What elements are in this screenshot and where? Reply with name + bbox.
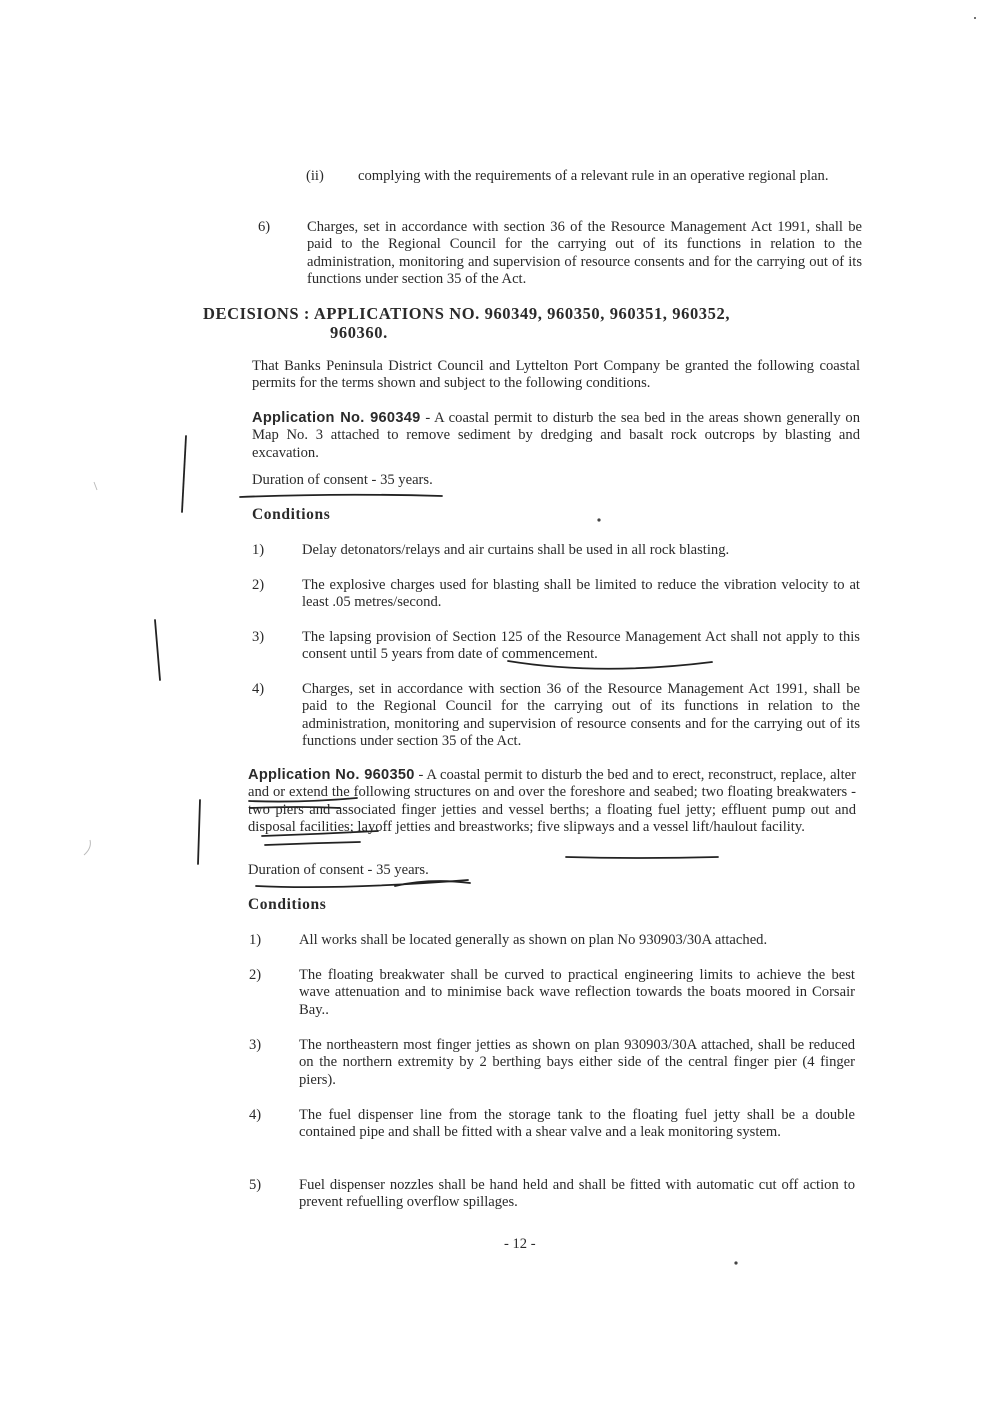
underline-mark [566,857,718,858]
condition-marker: 4) [252,681,265,697]
condition-text: The northeastern most finger jetties as shown on plan 930903/30A attached, shall be reduced on the northern extremity by 2 berthing bays either side of the central finger pier (4 finger piers). [299,1037,855,1088]
condition-text: The fuel dispenser line from the storage tank to the floating fuel jetty shall be a double contained pipe and shall be fitted with a shear valve and a leak monitoring system. [299,1107,855,1141]
condition-marker: 3) [249,1037,262,1053]
list-marker: (ii) [306,168,324,184]
scan-mark [94,482,97,490]
duration-of-consent: Duration of consent - 35 years. [252,472,433,488]
margin-mark [182,436,186,512]
condition-marker: 1) [252,542,265,558]
underline-mark [395,881,470,886]
underline-mark [256,880,468,887]
ink-dot [734,1261,737,1264]
page-number: - 12 - [504,1236,536,1252]
condition-text: The floating breakwater shall be curved to practical engineering limits to achieve the best wave attenuation and to minimise back wave reflection towards the boats moored in Corsair Bay.. [299,967,855,1018]
condition-marker: 3) [252,629,265,645]
application-description: - A coastal permit to disturb the bed and to erect, reconstruct, replace, alter and or extend the following structures on and over the foreshore and seabed; two floating breakwaters - two piers and associated finger jetties and vessel berths; a floating fuel jetty; effluent pump out and disposal facilities; layoff jetties and breastworks; five slipways and a vessel lift/haulout facility. [248,767,856,836]
conditions-heading: Conditions [248,896,327,913]
list-item-text: complying with the requirements of a relevant rule in an operative regional plan. [358,168,829,184]
decisions-heading: DECISIONS : APPLICATIONS NO. 960349, 960350, 960351, 960352, [203,304,731,323]
list-marker: 6) [258,219,271,235]
decisions-intro: That Banks Peninsula District Council and Lyttelton Port Company be granted the following coastal permits for the terms shown and subject to the following conditions. [252,358,860,392]
condition-marker: 1) [249,932,262,948]
application-label: Application No. 960349 [252,410,421,426]
application-960349-paragraph [252,410,860,462]
condition-text: The lapsing provision of Section 125 of the Resource Management Act shall not apply to this consent until 5 years from date of commencement. [302,629,860,663]
ink-dot [597,518,600,521]
condition-marker: 5) [249,1177,262,1193]
condition-text: The explosive charges used for blasting shall be limited to reduce the vibration velocity to at least .05 metres/second. [302,577,860,611]
condition-marker: 2) [249,967,262,983]
conditions-heading: Conditions [252,506,331,523]
scan-mark [84,840,90,855]
condition-text: All works shall be located generally as shown on plan No 930903/30A attached. [299,932,768,948]
margin-mark [155,620,160,680]
underline-mark [240,495,442,497]
condition-marker: 4) [249,1107,262,1123]
strikethrough-mark [265,842,360,845]
margin-mark [198,800,200,864]
condition-marker: 2) [252,577,265,593]
condition-text: Charges, set in accordance with section 36 of the Resource Management Act 1991, shall be paid to the Regional Council for the carrying out of its functions in relation to the administration, monitoring and supervision of resource consents and for the carrying out of its functions under section 35 of the Act. [302,681,860,750]
application-description: - A coastal permit to disturb the sea bed in the areas shown generally on Map No. 3 attached to remove sediment by dredging and basalt rock outcrops by blasting and excavation. [252,410,861,461]
duration-of-consent: Duration of consent - 35 years. [248,862,429,878]
condition-text: Delay detonators/relays and air curtains shall be used in all rock blasting. [302,542,730,558]
ink-dot [974,17,976,19]
application-960350-paragraph [248,767,856,837]
list-item-text: Charges, set in accordance with section 36 of the Resource Management Act 1991, shall be paid to the Regional Council for the carrying out of its functions in relation to the administration, monitoring and supervision of resource consents and for the carrying out of its functions under section 35 of the Act. [307,219,862,288]
condition-text: Fuel dispenser nozzles shall be hand held and shall be fitted with automatic cut off action to prevent refuelling overflow spillages. [299,1177,855,1211]
decisions-heading-cont: 960360. [330,323,388,342]
application-label: Application No. 960350 [248,767,415,783]
